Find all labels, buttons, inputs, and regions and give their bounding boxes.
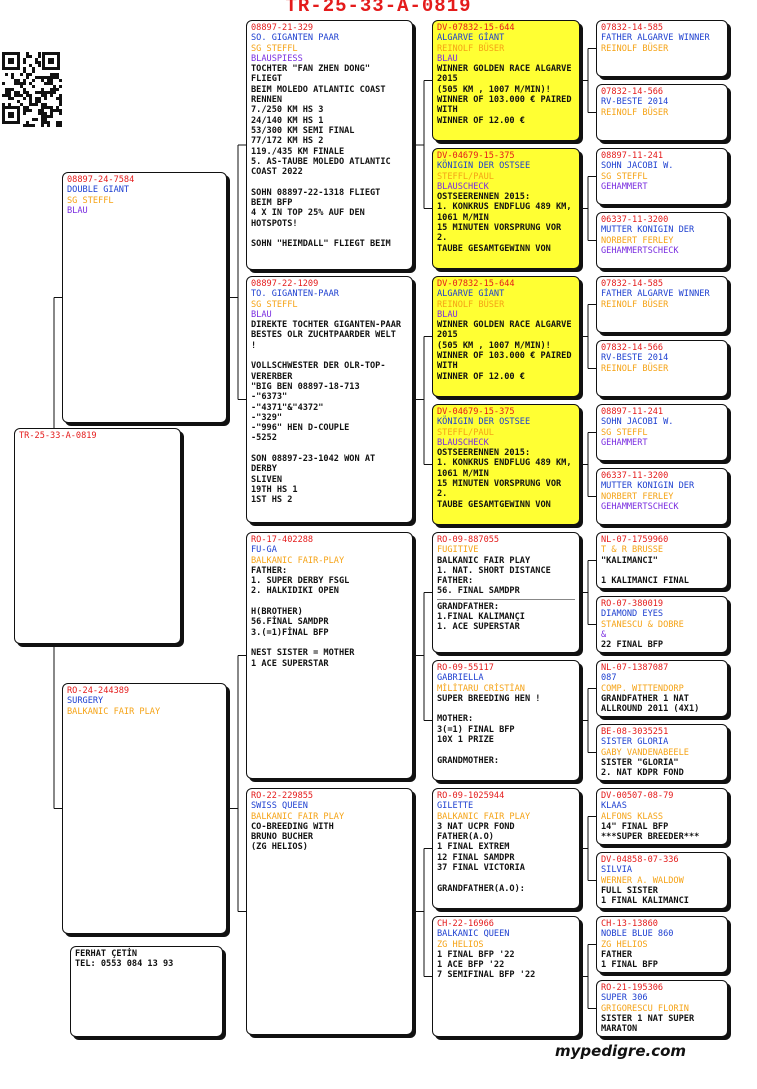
ring-number: RO-09-1025944 [437,791,505,801]
ring-number: RO-09-887055 [437,535,500,545]
pedigree-title: TR-25-33-A-0819 [285,0,472,17]
box-line: RV-BESTE 2014 [601,353,669,364]
connector-bracket [580,49,596,113]
box-line: SOHN JACOBI W. [601,161,674,172]
box-line: 2. [437,233,448,244]
box-line: BLAU [437,53,458,64]
box-line: GABRIELLA [437,673,484,684]
ring-number: 08897-11-241 [601,407,664,417]
box-line: STEFFL/PAUL [437,171,494,182]
box-line: 4 X IN TOP 25% AUF DEN [251,208,365,219]
box-line: -"6373" [251,392,288,403]
ring-number: BE-08-3035251 [601,727,669,737]
box-line: 1 KALIMANCI FINAL [601,576,689,587]
ring-number: 07832-14-585 [601,279,664,289]
box-line: GRANDFATHER: [437,601,500,612]
box-line: 53/300 KM SEMI FINAL [251,125,355,136]
box-line: H(BROTHER) [251,607,303,618]
ring-number: CH-22-16966 [437,919,494,929]
box-line: SG STEFFL [601,427,648,438]
box-line: WINNER GOLDEN RACE ALGARVE [437,320,572,331]
box-line: TEL: 0553 084 13 93 [75,959,174,970]
box-line: GRANDFATHER(A.O): [437,883,525,894]
ring-number: RO-24-244389 [67,686,130,696]
box-line: REINOLF BÜSER [601,299,669,310]
connector-bracket [413,593,432,721]
box-line: GRANDFATHER 1 NAT [601,693,689,704]
box-line: 10X 1 PRIZE [437,735,494,746]
box-line: WINNER OF 103.000 € PAIRED [437,351,572,362]
ring-number: 08897-24-7584 [67,175,135,185]
box-line: BLAU [67,205,88,216]
box-line: FATHER ALGARVE WINNER [601,289,710,300]
box-line: 1. NAT. SHORT DISTANCE [437,565,551,576]
gen4-box-12 [596,724,728,781]
box-line: 1 FINAL BFP [601,960,658,971]
ring-number: DV-00507-08-79 [601,791,674,801]
box-line: WINNER OF 12.00 € [437,115,525,126]
box-line: WINNER GOLDEN RACE ALGARVE [437,64,572,75]
gen3-box-8 [432,916,580,1037]
box-line: WERNER A. WALDOW [601,875,684,886]
ring-number: TR-25-33-A-0819 [19,431,97,441]
connector-bracket [580,305,596,369]
box-line: 1. KONKRUS ENDFLUG 489 KM, [437,458,572,469]
gen3-box-1 [432,20,580,141]
box-line: MOTHER: [437,714,474,725]
box-line: HOTSPOTS! [251,218,298,229]
ring-number: DV-04679-15-375 [437,151,515,161]
box-line [437,873,575,883]
box-line: STANESCU & DOBRE [601,619,684,630]
ring-number: RO-09-55117 [437,663,494,673]
connector-bracket [413,337,432,465]
box-line: SISTER 1 NAT SUPER [601,1013,695,1024]
gen4-box-15 [596,916,728,973]
box-line: BALKANIC FAIR PLAY [437,555,531,566]
gen4-box-1 [596,20,728,77]
box-line: GEHAMMERTSCHECK [601,501,679,512]
box-line: NORBERT FERLEY [601,491,674,502]
box-line: -5252 [251,433,277,444]
box-line: SWISS QUEEN [251,801,308,812]
box-line: GEHAMMERTSCHECK [601,245,679,256]
box-line: VOLLSCHWESTER DER OLR-TOP- [251,361,386,372]
box-line: REINOLF BÜSER [437,43,505,54]
box-line: 15 MINUTEN VORSPRUNG VOR [437,223,562,234]
box-line: WINNER OF 103.000 € PAIRED [437,95,572,106]
box-line: 2015 [437,330,458,341]
box-line: SILVIA [601,865,633,876]
box-line: GRIGORESCU FLORIN [601,1003,689,1014]
box-line: -"4371"&"4372" [251,402,324,413]
box-line: MUTTER KONIGIN DER [601,225,695,236]
gen4-box-3 [596,148,728,205]
box-line: BALKANIC FAIR PLAY [67,706,161,717]
box-line: BALKANIC FAIR PLAY [437,811,531,822]
box-line: WINNER OF 12.00 € [437,371,525,382]
sire-box [62,172,227,423]
gen3-box-4 [432,404,580,525]
box-line: KLAAS [601,801,627,812]
box-line: MUTTER KONIGIN DER [601,481,695,492]
box-line: FATHER: [251,565,288,576]
box-line: 1061 M/MIN [437,212,489,223]
box-line [437,745,575,755]
watermark: mypedigre.com [555,1042,687,1060]
box-line: 3(=1) FINAL BFP [437,724,515,735]
gen4-box-8 [596,468,728,525]
box-line: 77/172 KM HS 2 [251,136,324,147]
box-line: GILETTE [437,801,474,812]
box-line: SURGERY [67,696,104,707]
gen4-box-11 [596,660,728,717]
ring-number: 08897-22-1209 [251,279,319,289]
box-line: SUPER 306 [601,993,648,1004]
gen4-box-13 [596,788,728,845]
gen4-box-14 [596,852,728,909]
box-line: 19TH HS 1 [251,484,298,495]
box-line: WITH [437,105,458,116]
gen4-box-5 [596,276,728,333]
gen4-box-6 [596,340,728,397]
box-line: SISTER "GLORIA" [601,757,679,768]
box-line: GRANDMOTHER: [437,755,500,766]
ring-number: RO-17-402288 [251,535,314,545]
box-line: 14" FINAL BFP [601,821,669,832]
box-line: REINOLF BÜSER [601,363,669,374]
box-line: 087 [601,673,617,684]
ring-number: 08897-21-329 [251,23,314,33]
box-line: BESTES OLR ZUCHTPAARDER WELT [251,330,396,341]
box-line: VERERBER [251,371,293,382]
ring-number: 08897-11-241 [601,151,664,161]
gen3-box-7 [432,788,580,909]
box-line: BEIM MOLEDO ATLANTIC COAST [251,84,386,95]
gen2-box-2 [246,276,413,523]
box-line: "KALIMANCI" [601,555,658,566]
box-line [251,351,408,361]
box-line: DOUBLE GIANT [67,185,130,196]
gen4-box-7 [596,404,728,461]
box-line: 1 FINAL EXTREM [437,842,510,853]
box-line: 56. FINAL SAMDPR [437,586,520,597]
box-line: 3 NAT UCPR FOND [437,821,515,832]
connector-bracket [227,656,246,912]
box-line [437,704,575,714]
box-line: 1.FINAL KALIMANÇI [437,612,525,623]
box-line: 22 FINAL BFP [601,640,664,651]
box-line: BLAU [437,309,458,320]
box-line: SG STEFFL [601,171,648,182]
dam-box [62,683,227,934]
ring-number: DV-04679-15-375 [437,407,515,417]
box-line: BLAU [251,309,272,320]
box-line: FATHER(A.O) [437,832,494,843]
box-line: BALKANIC QUEEN [437,929,510,940]
gen3-box-2 [432,148,580,269]
box-line: COMP. WITTENDORP [601,683,684,694]
box-line: SLIVEN [251,474,283,485]
box-line: -"329" [251,412,283,423]
ring-number: RO-21-195306 [601,983,664,993]
box-line: DIREKTE TOCHTER GIGANTEN-PAAR [251,320,402,331]
box-line: ALLROUND 2011 (4X1) [601,704,700,715]
ring-number: NL-07-1387087 [601,663,669,673]
ring-number: RO-07-380019 [601,599,664,609]
box-line [251,229,408,239]
box-line [601,566,723,576]
box-line: DIAMOND EYES [601,609,664,620]
subject-box [14,428,181,644]
ring-number: NL-07-1759960 [601,535,669,545]
gen2-box-3 [246,532,413,779]
box-line: FATHER ALGARVE WINNER [601,33,710,44]
connector-bracket [580,433,596,497]
box-line: SO. GIGANTEN PAAR [251,33,339,44]
box-line: TAUBE GESAMTGEWINN VON [437,499,551,510]
ring-number: RO-22-229855 [251,791,314,801]
box-line: FATHER: [437,576,474,587]
gen4-box-4 [596,212,728,269]
gen4-box-9 [596,532,728,589]
box-line: BALKANIC FAIR-PLAY [251,555,345,566]
box-line: GEHAMMERT [601,437,648,448]
box-line: SG STEFFL [67,195,114,206]
box-line: 1 ACE SUPERSTAR [251,658,329,669]
box-line: 1061 M/MIN [437,468,489,479]
box-line: TAUBE GESAMTGEWINN VON [437,243,551,254]
box-line: 24/140 KM HS 1 [251,115,324,126]
connector-bracket [580,945,596,1009]
box-line: 2. HALKIDIKI OPEN [251,586,339,597]
box-line: SG STEFFL [251,43,298,54]
box-line: SOHN "HEIMDALL" FLIEGT BEIM [251,239,391,250]
box-line [251,638,408,648]
box-line: ZG HELIOS [437,939,484,950]
connector-bracket [580,561,596,625]
box-line: 37 FINAL VICTORIA [437,863,525,874]
box-line: & [601,629,607,640]
box-line: (ZG HELIOS) [251,842,308,853]
box-line: 7./250 KM HS 3 [251,105,324,116]
box-line: SOHN 08897-22-1318 FLIEGT [251,187,381,198]
box-line: KÖNIGIN DER OSTSEE [437,161,531,172]
box-line: BLAUSCHECK [437,437,489,448]
box-line: SON 08897-23-1042 WON AT [251,454,376,465]
gen3-box-3 [432,276,580,397]
box-line: KÖNIGIN DER OSTSEE [437,417,531,428]
box-line: 7 SEMIFINAL BFP '22 [437,970,536,981]
connector-bracket [413,849,432,977]
box-line: 2. NAT KDPR FOND [601,768,684,779]
box-line: BRUNO BUCHER [251,832,314,843]
box-line: 2015 [437,74,458,85]
connector-bracket [413,81,432,209]
box-line: NORBERT FERLEY [601,235,674,246]
box-line: WITH [437,361,458,372]
owner-box [70,946,223,1037]
box-line: 1. KONKRUS ENDFLUG 489 KM, [437,202,572,213]
box-line: ZG HELIOS [601,939,648,950]
gen2-box-4 [246,788,413,1035]
box-line: 1. ACE SUPERSTAR [437,622,520,633]
ring-number: 06337-11-3200 [601,471,669,481]
box-line: "BIG BEN 08897-18-713 [251,381,360,392]
connector-bracket [580,689,596,753]
gen4-box-16 [596,980,728,1037]
box-line: SUPER BREEDING HEN ! [437,693,541,704]
connector-bracket [580,817,596,881]
connector-bracket [227,145,246,400]
box-line: FATHER [601,949,633,960]
box-line: TOCHTER "FAN ZHEN DONG" [251,64,370,75]
ring-number: DV-04858-07-336 [601,855,679,865]
box-line: ALGARVE GİANT [437,33,505,44]
ring-number: 07832-14-566 [601,343,664,353]
box-line: BLAUSCHECK [437,181,489,192]
box-line: REINOLF BÜSER [437,299,505,310]
box-line: FUGITIVE [437,545,479,556]
box-line: REINOLF BÜSER [601,43,669,54]
box-line: OSTSEERENNEN 2015: [437,192,531,203]
box-line: BLAUSPIESS [251,53,303,64]
box-line: ***SUPER BREEDER*** [601,832,700,843]
box-line: 56.FİNAL SAMDPR [251,617,329,628]
gen3-box-5 [432,532,580,653]
box-line: 1 FINAL KALIMANCI [601,896,689,907]
box-line: ALFONS KLASS [601,811,664,822]
box-line: BEIM BFP [251,198,293,209]
box-line: 119./435 KM FINALE [251,146,345,157]
box-line: 1 ACE BFP '22 [437,960,505,971]
box-line: 3.(=1)FİNAL BFP [251,627,329,638]
box-line: STEFFL/PAUL [437,427,494,438]
ring-number: DV-07832-15-644 [437,23,515,33]
box-line: MİLİTARU CRİSTİAN [437,683,525,694]
separator [437,599,575,600]
box-line: GABY VANDENABEELE [601,747,689,758]
box-line: COAST 2022 [251,167,303,178]
box-line: NEST SISTER = MOTHER [251,648,355,659]
box-line: 2. [437,489,448,500]
gen2-box-1 [246,20,413,270]
box-line: FLIEGT [251,74,283,85]
box-line: GEHAMMERT [601,181,648,192]
box-line: CO-BREEDING WITH [251,821,334,832]
ring-number: 07832-14-566 [601,87,664,97]
box-line: FU-GA [251,545,277,556]
box-line: SOHN JACOBI W. [601,417,674,428]
ring-number: 06337-11-3200 [601,215,669,225]
box-line [251,597,408,607]
box-line: RENNEN [251,95,283,106]
ring-number: 07832-14-585 [601,23,664,33]
box-line: OSTSEERENNEN 2015: [437,448,531,459]
ring-number: DV-07832-15-644 [437,279,515,289]
box-line: FULL SISTER [601,885,658,896]
ring-number: CH-13-13860 [601,919,658,929]
box-line: (505 KM , 1007 M/MIN)! [437,340,551,351]
box-line: ALGARVE GİANT [437,289,505,300]
box-line [251,177,408,187]
box-line: SISTER GLORIA [601,737,669,748]
box-line: SG STEFFL [251,299,298,310]
box-line: DERBY [251,464,277,475]
box-line: T & R BRUSSE [601,545,664,556]
gen4-box-2 [596,84,728,141]
box-line: REINOLF BÜSER [601,107,669,118]
box-line: ! [251,340,257,351]
box-line: 12 FINAL SAMDPR [437,852,515,863]
gen3-box-6 [432,660,580,781]
box-line: -"996" HEN D-COUPLE [251,423,350,434]
box-line: 1. SUPER DERBY FSGL [251,576,350,587]
connector-bracket [580,177,596,241]
box-line: 1ST HS 2 [251,495,293,506]
box-line [251,444,408,454]
box-line: (505 KM , 1007 M/MIN)! [437,84,551,95]
box-line: NOBLE BLUE 860 [601,929,674,940]
box-line: 1 FINAL BFP '22 [437,949,515,960]
box-line: BALKANIC FAIR PLAY [251,811,345,822]
box-line: 15 MINUTEN VORSPRUNG VOR [437,479,562,490]
box-line: 5. AS-TAUBE MOLEDO ATLANTIC [251,156,391,167]
box-line: TO. GIGANTEN-PAAR [251,289,339,300]
ring-number: FERHAT ÇETİN [75,949,138,959]
box-line: MARATON [601,1024,638,1035]
gen4-box-10 [596,596,728,653]
box-line: RV-BESTE 2014 [601,97,669,108]
